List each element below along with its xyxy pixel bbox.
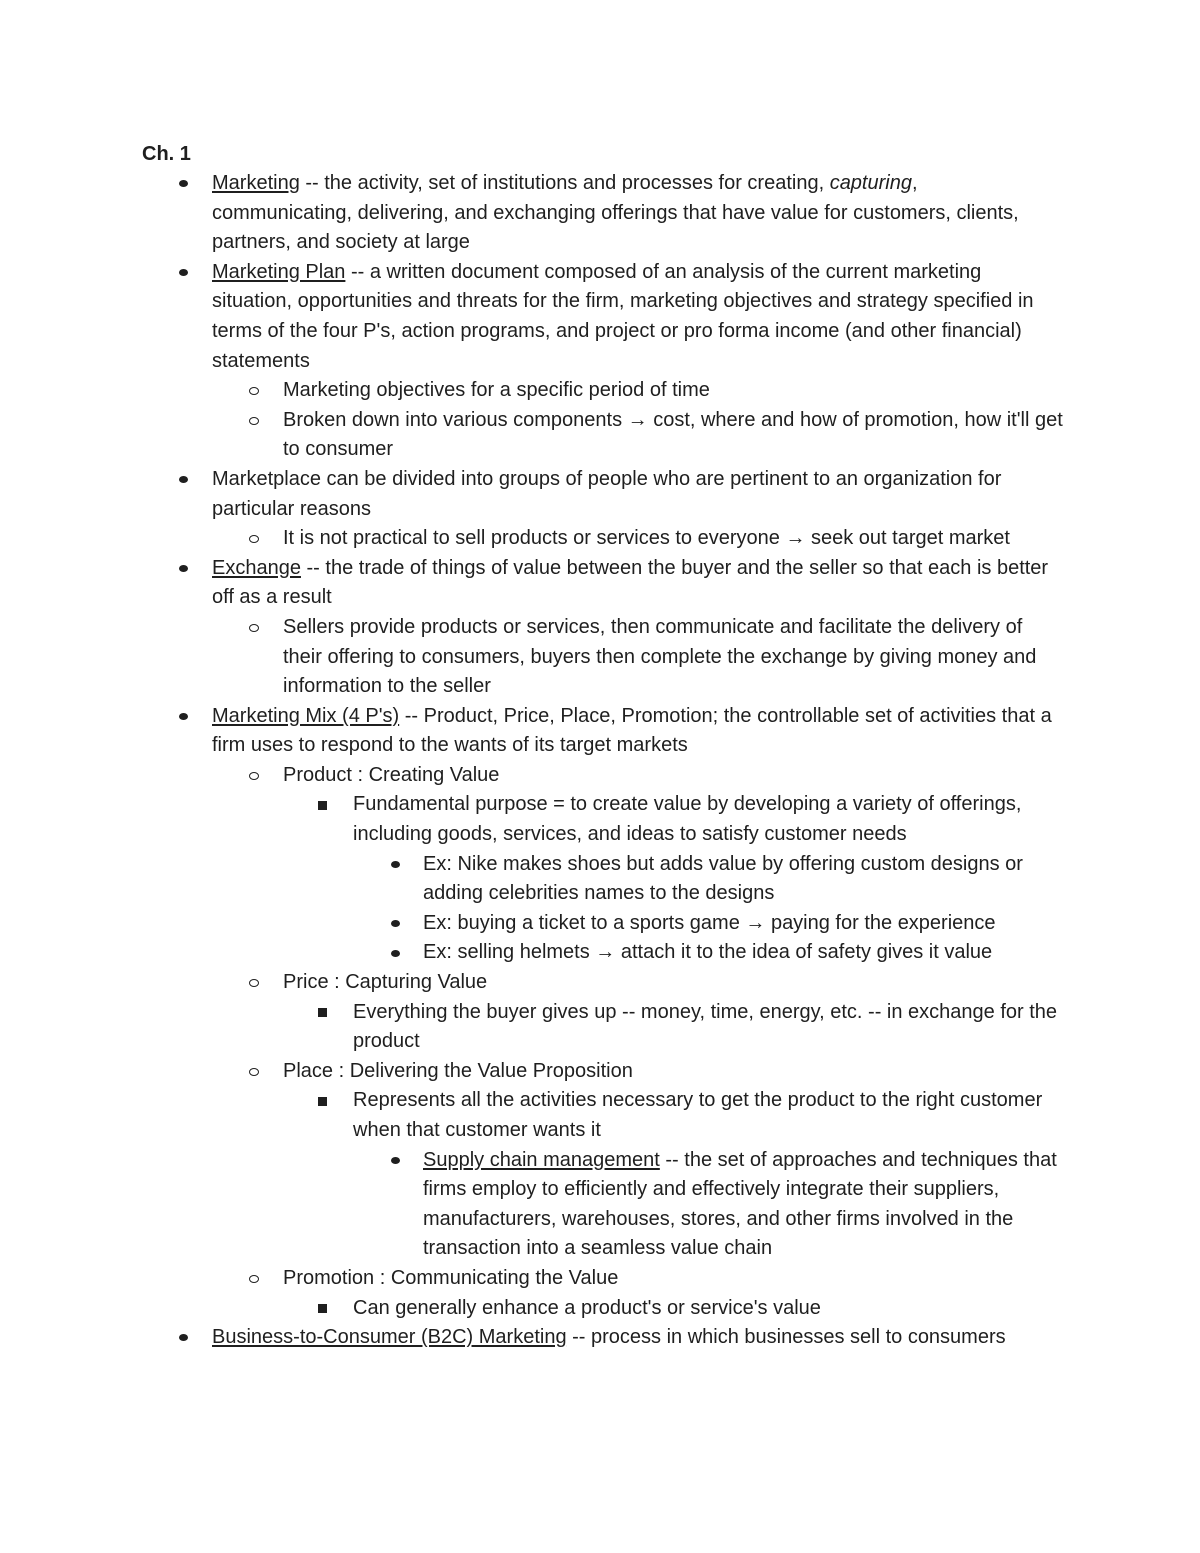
list-item-text: Everything the buyer gives up -- money, time, energy, etc. -- in exchange for the product (353, 1000, 1058, 1053)
list-item-marketing (212, 169, 1062, 258)
list-item-price (283, 968, 1063, 998)
list-item-text: Broken down into various components → cost, where and how of promotion, how it'll get to consumer (283, 408, 1063, 461)
list-item-place (283, 1057, 1063, 1087)
notes-list (0, 169, 1200, 1353)
list-item (353, 1086, 1063, 1145)
bullet-icon (176, 554, 190, 584)
list-item-exchange (212, 554, 1062, 613)
list-item (423, 938, 1063, 968)
list-item (283, 406, 1063, 465)
list-item-product (283, 761, 1063, 791)
hollow-bullet-icon (247, 968, 261, 998)
term-marketing: Marketing (212, 172, 300, 194)
term-supply-chain-management: Supply chain management (423, 1148, 660, 1171)
term-marketing-plan: Marketing Plan (212, 260, 346, 283)
list-item-text: Sellers provide products or services, then communicate and facilitate the delivery of their offering to consumers, buyers then complete the exchange by giving money and information to the seller (283, 615, 1037, 698)
hollow-bullet-icon (247, 376, 261, 406)
bullet-icon (176, 465, 190, 495)
bullet-icon (388, 909, 402, 939)
hollow-bullet-icon (247, 1057, 261, 1087)
bullet-icon (176, 258, 190, 288)
list-item (283, 613, 1063, 702)
definition-text: -- Product, Price, Place, Promotion; the controllable set of activities that a firm uses to respond to the wants of its target markets (212, 704, 1052, 757)
list-item-text: Marketing objectives for a specific period of time (283, 379, 710, 402)
hollow-bullet-icon (247, 761, 261, 791)
list-item (423, 850, 1063, 909)
list-item-supply-chain (423, 1146, 1063, 1264)
definition-text: -- a written document composed of an analysis of the current marketing situation, opportunities and threats for the firm, marketing objectives and strategy specified in terms of the four P's, action programs, and project or pro forma income (and other financial) statements (212, 260, 1034, 372)
definition-text: -- the activity, set of institutions and processes for creating, (299, 172, 830, 194)
list-item (353, 1294, 1063, 1324)
definition-text: -- the set of approaches and techniques that firms employ to efficiently and effectively integrate their suppliers, manufacturers, warehouses, stores, and other firms involved in the transaction into a seamless value chain (423, 1148, 1057, 1260)
list-item-text: Ex: Nike makes shoes but adds value by offering custom designs or adding celebrities names to the designs (423, 852, 1023, 905)
square-bullet-icon (315, 1294, 329, 1324)
list-item-text: Ex: selling helmets → attach it to the idea of safety gives it value (423, 941, 993, 964)
list-item-text: Product : Creating Value (283, 763, 500, 786)
list-item-text: Marketplace can be divided into groups of people who are pertinent to an organization for particular reasons (212, 467, 1002, 520)
definition-text: , communicating, delivering, and exchanging offerings that have value for customers, clients, partners, and society at large (212, 172, 1019, 254)
bullet-icon (388, 938, 402, 968)
square-bullet-icon (315, 998, 329, 1028)
list-item-text: Ex: buying a ticket to a sports game → paying for the experience (423, 911, 996, 934)
list-item-text: It is not practical to sell products or services to everyone → seek out target market (283, 527, 1010, 550)
chapter-heading: Ch. 1 (142, 143, 191, 165)
list-item (353, 998, 1063, 1057)
definition-text: -- process in which businesses sell to consumers (566, 1326, 1006, 1349)
bullet-icon (176, 702, 190, 732)
list-item-marketing-mix (212, 702, 1062, 761)
list-item-text: Place : Delivering the Value Proposition (283, 1059, 633, 1082)
list-item-promotion (283, 1264, 1063, 1294)
bullet-icon (176, 169, 190, 199)
bullet-icon (176, 1323, 190, 1353)
emphasis-text: capturing (829, 172, 912, 194)
list-item-text: Fundamental purpose = to create value by developing a variety of offerings, including goods, services, and ideas to satisfy customer needs (353, 793, 1022, 846)
bullet-icon (388, 850, 402, 880)
term-marketing-mix: Marketing Mix (4 P's) (212, 704, 400, 727)
list-item-text: Can generally enhance a product's or service's value (353, 1296, 821, 1319)
term-b2c-marketing: Business-to-Consumer (B2C) Marketing (212, 1326, 567, 1349)
hollow-bullet-icon (247, 524, 261, 554)
term-exchange: Exchange (212, 556, 301, 579)
list-item (283, 524, 1063, 554)
list-item-marketing-plan (212, 258, 1062, 376)
hollow-bullet-icon (247, 406, 261, 436)
list-item-b2c (212, 1323, 1062, 1353)
list-item-text: Promotion : Communicating the Value (283, 1266, 619, 1289)
list-item-text: Represents all the activities necessary to get the product to the right customer when that customer wants it (353, 1089, 1043, 1141)
hollow-bullet-icon (247, 1264, 261, 1294)
bullet-icon (388, 1146, 402, 1176)
list-item (423, 909, 1063, 939)
square-bullet-icon (315, 1086, 329, 1116)
definition-text: -- the trade of things of value between the buyer and the seller so that each is better off as a result (212, 556, 1049, 609)
list-item-marketplace (212, 465, 1062, 524)
list-item-text: Price : Capturing Value (283, 971, 488, 994)
list-item (283, 376, 1063, 406)
list-item (353, 790, 1063, 849)
hollow-bullet-icon (247, 613, 261, 643)
square-bullet-icon (315, 790, 329, 820)
